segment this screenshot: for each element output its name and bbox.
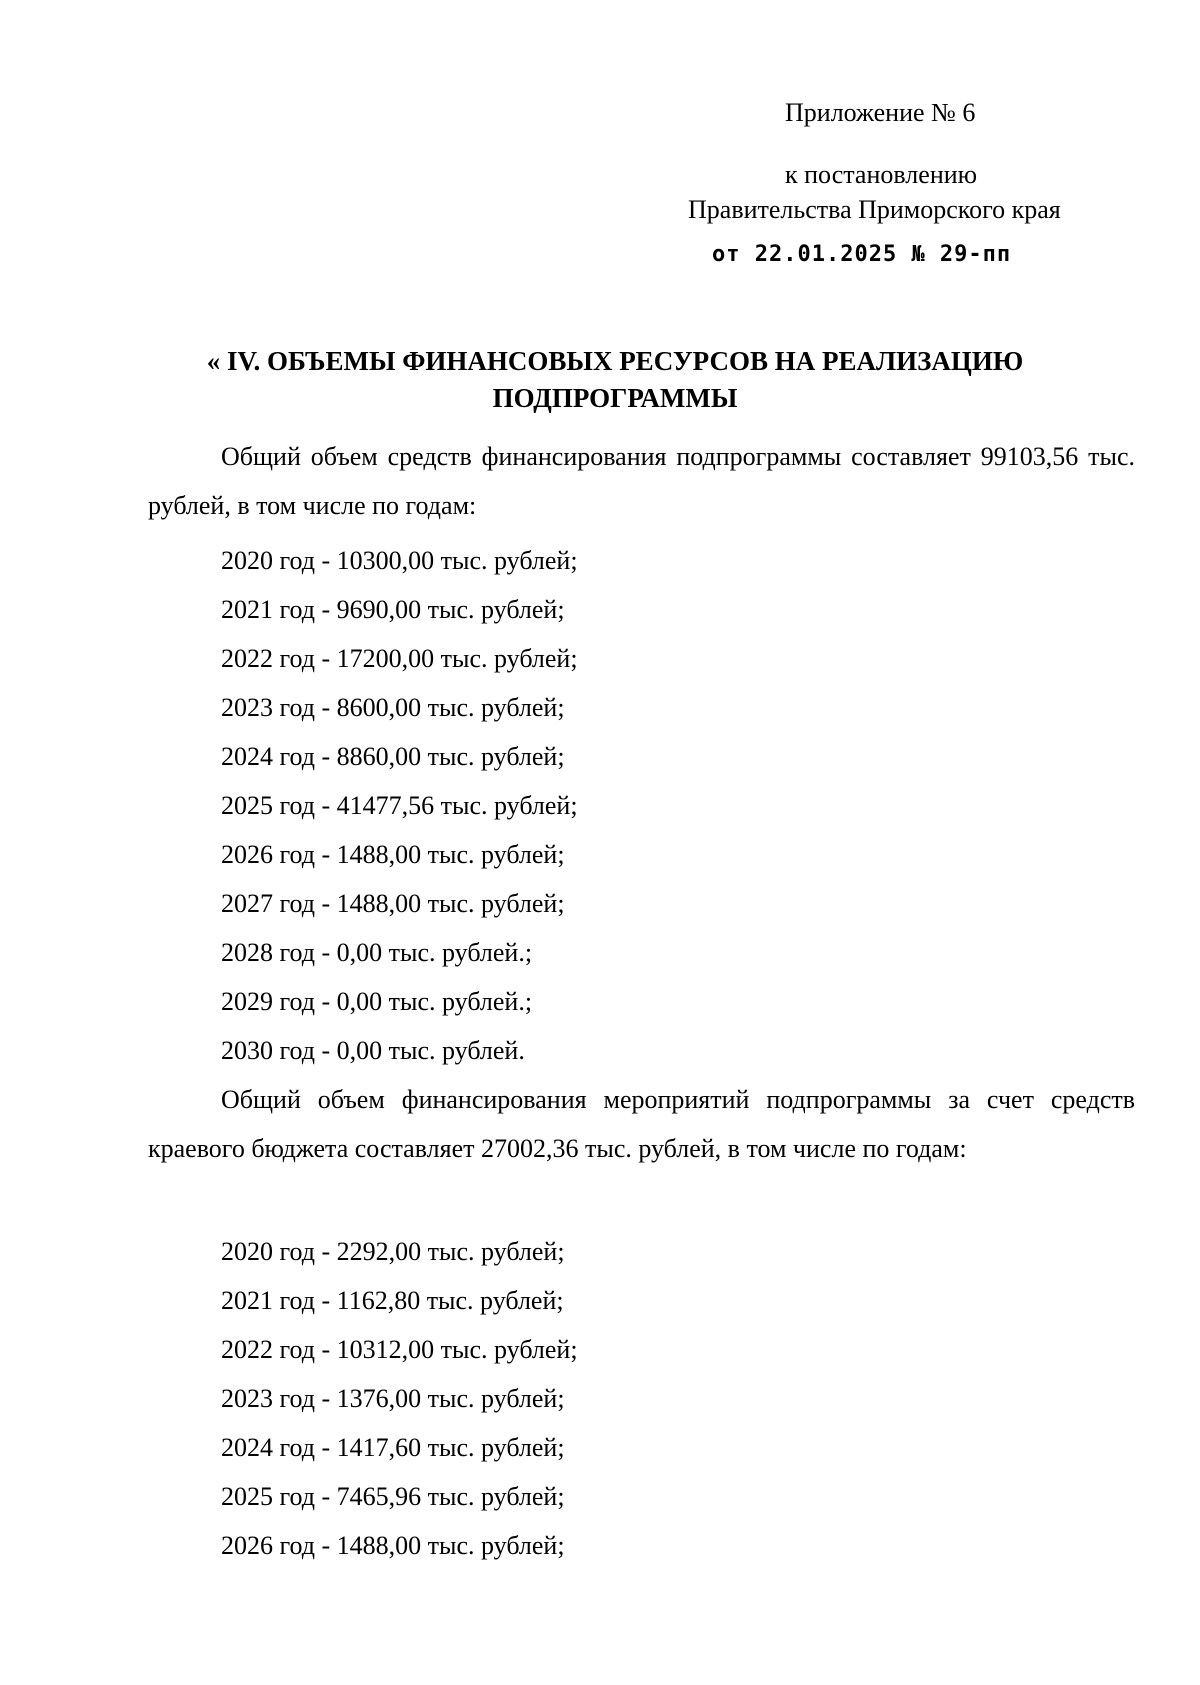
section-heading-line2: ПОДПРОГРАММЫ	[492, 383, 738, 413]
regional-year-line: 2026 год - 1488,00 тыс. рублей;	[221, 1531, 565, 1560]
total-year-line: 2027 год - 1488,00 тыс. рублей;	[221, 889, 565, 918]
appendix-title: Приложение № 6	[785, 98, 976, 127]
regional-year-line: 2022 год - 10312,00 тыс. рублей;	[221, 1335, 578, 1364]
total-funding-text: Общий объем средств финансирования подпрограммы составляет 99103,56 тыс. рублей, в том числе по годам:	[148, 442, 1135, 520]
total-year-line: 2024 год - 8860,00 тыс. рублей;	[221, 742, 565, 771]
resolution-stamp: от 22.01.2025 № 29-пп	[712, 242, 1012, 267]
total-year-line: 2022 год - 17200,00 тыс. рублей;	[221, 644, 578, 673]
total-year-line: 2029 год - 0,00 тыс. рублей.;	[221, 987, 533, 1016]
total-year-line: 2030 год - 0,00 тыс. рублей.	[221, 1036, 525, 1065]
regional-year-line: 2021 год - 1162,80 тыс. рублей;	[221, 1286, 564, 1315]
total-year-line: 2025 год - 41477,56 тыс. рублей;	[221, 791, 578, 820]
total-year-line: 2020 год - 10300,00 тыс. рублей;	[221, 546, 578, 575]
appendix-to-resolution: к постановлению	[785, 160, 978, 189]
regional-year-line: 2023 год - 1376,00 тыс. рублей;	[221, 1384, 565, 1413]
total-year-line: 2026 год - 1488,00 тыс. рублей;	[221, 840, 565, 869]
total-year-line: 2023 год - 8600,00 тыс. рублей;	[221, 693, 565, 722]
regional-year-line: 2020 год - 2292,00 тыс. рублей;	[221, 1237, 565, 1266]
regional-year-line: 2024 год - 1417,60 тыс. рублей;	[221, 1433, 565, 1462]
total-year-line: 2021 год - 9690,00 тыс. рублей;	[221, 595, 565, 624]
section-heading	[150, 343, 1080, 417]
total-funding-paragraph	[148, 432, 1135, 530]
appendix-government: Правительства Приморского края	[688, 195, 1061, 224]
section-heading-line1: « IV. ОБЪЕМЫ ФИНАНСОВЫХ РЕСУРСОВ НА РЕАЛИЗАЦИЮ	[206, 346, 1024, 376]
regional-funding-text: Общий объем финансирования мероприятий подпрограммы за счет средств краевого бюджета составляет 27002,36 тыс. рублей, в том числе по годам:	[148, 1085, 1135, 1163]
total-year-line: 2028 год - 0,00 тыс. рублей.;	[221, 938, 533, 967]
regional-funding-paragraph	[148, 1075, 1135, 1173]
regional-year-line: 2025 год - 7465,96 тыс. рублей;	[221, 1482, 565, 1511]
